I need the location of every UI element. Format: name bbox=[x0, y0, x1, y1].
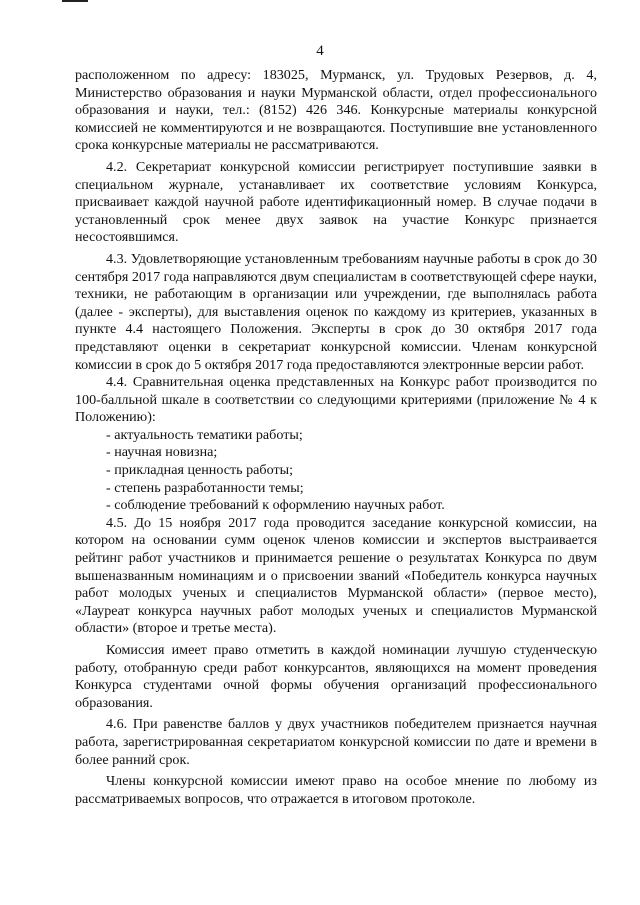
criteria-item: - научная новизна; bbox=[106, 444, 218, 461]
criteria-item: - степень разработанности темы; bbox=[106, 479, 304, 496]
paragraph-special-opinion: Члены конкурсной комиссии имеют право на особое мнение по любому из рассматриваемых вопросов, что отражается в итоговом протоколе. bbox=[75, 773, 597, 807]
paragraph-4-3: 4.3. Удовлетворяющие установленным требованиям научные работы в срок до 30 сентября 2017 года направляются двум специалистам в соответствующей сфере науки, техники, не работающим в организации или учреждении, где выполнялась работа (далее - эксперты), для выставления оценок по каждому из критериев, указанных в пункте 4.4 настоящего Положения. Эксперты в срок до 30 октября 2017 года представляют оценки в секретариат конкурсной комиссии. Членам конкурсной комиссии в срок до 5 октября 2017 года предоставляются электронные версии работ. bbox=[75, 250, 597, 373]
criteria-item: - соблюдение требований к оформлению научных работ. bbox=[106, 497, 445, 514]
page-number: 4 bbox=[316, 43, 324, 59]
paragraph-commission-right: Комиссия имеет право отметить в каждой номинации лучшую студенческую работу, отобранную среди работ конкурсантов, являющихся на момент проведения Конкурса студентами очной формы обучения организаций профессионального образования. bbox=[75, 642, 597, 711]
criteria-item: - актуальность тематики работы; bbox=[106, 426, 303, 443]
paragraph-4-5: 4.5. До 15 ноября 2017 года проводится заседание конкурсной комиссии, на котором на основании сумм оценок членов комиссии и экспертов выстраивается рейтинг работ участников и принимается решение о результатах Конкурса по двум вышеназванным номинациям и о присвоении званий «Победитель конкурса научных работ молодых ученых и специалистов Мурманской области» (первое место), «Лауреат конкурса научных работ молодых ученых и специалистов Мурманской области» (второе и третье места). bbox=[75, 514, 597, 637]
criteria-item: - прикладная ценность работы; bbox=[106, 462, 293, 479]
paragraph-address: расположенном по адресу: 183025, Мурманск, ул. Трудовых Резервов, д. 4, Министерство образования и науки Мурманской области, отдел профессионального образования и науки, тел.: (8152) 426 346. Конкурсные материалы конкурсной комиссией не комментируются и не возвращаются. Поступившие вне установленного срока конкурсные материалы не рассматриваются. bbox=[75, 67, 597, 154]
document-body bbox=[75, 67, 597, 808]
paragraph-4-4: 4.4. Сравнительная оценка представленных на Конкурс работ производится по 100-балльной шкале в соответствии со следующими критериями (приложение № 4 к Положению): bbox=[75, 374, 597, 426]
scan-edge-mark bbox=[62, 0, 88, 2]
paragraph-4-2: 4.2. Секретариат конкурсной комиссии регистрирует поступившие заявки в специальном журнале, устанавливает их соответствие условиям Конкурса, присваивает каждой научной работе идентификационный номер. В случае подачи в установленный срок менее двух заявок на участие Конкурс признается несостоявшимся. bbox=[75, 158, 597, 246]
paragraph-4-6: 4.6. При равенстве баллов у двух участников победителем признается научная работа, зарегистрированная секретариатом конкурсной комиссии по дате и времени в более ранний срок. bbox=[75, 716, 597, 768]
